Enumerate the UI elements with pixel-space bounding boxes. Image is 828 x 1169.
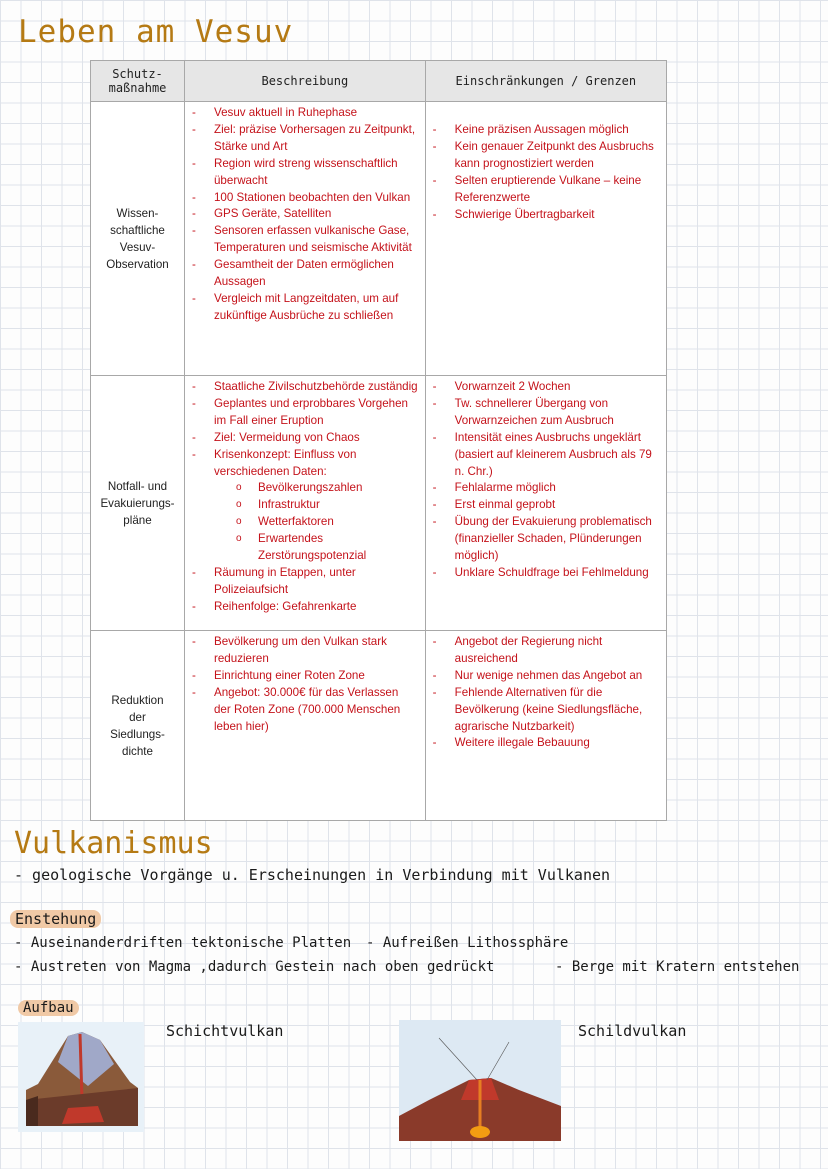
sub-list-item: o Wetterfaktoren	[258, 514, 418, 531]
stratovolcano-label: Schichtvulkan	[166, 1022, 284, 1040]
protection-table	[90, 60, 667, 821]
list-item-text: Krisenkonzept: Einfluss von verschiedenen Daten:	[213, 447, 357, 478]
measure-cell: Wissen-schaftliche Vesuv-Observation	[91, 102, 185, 376]
limits-cell	[425, 631, 666, 821]
list-item: - Angebot der Regierung nicht ausreichend	[455, 634, 659, 668]
description-cell	[184, 102, 425, 376]
header-measure: Schutz-maßnahme	[91, 61, 185, 102]
measure-cell: Notfall- und Evakuierungs-pläne	[91, 376, 185, 631]
list-item: - Keine präzisen Aussagen möglich	[455, 122, 659, 139]
formation-line: - Aufreißen Lithossphäre	[366, 935, 569, 951]
list-item: - Fehlende Alternativen für die Bevölkerung (keine Siedlungsfläche, agrarische Nutzbarkeit)	[455, 685, 659, 736]
table-row	[91, 376, 667, 631]
list-item: - Selten eruptierende Vulkane – keine Referenzwerte	[455, 173, 659, 207]
limits-cell	[425, 102, 666, 376]
list-item: - Gesamtheit der Daten ermöglichen Aussagen	[214, 257, 418, 291]
limits-cell	[425, 376, 666, 631]
list-item: - Einrichtung einer Roten Zone	[214, 668, 418, 685]
shield-volcano-illustration	[399, 1020, 561, 1141]
list-item: - Intensität eines Ausbruchs ungeklärt (basiert auf kleinerem Ausbruch als 79 n. Chr.)	[455, 430, 659, 481]
sub-list-item: o Erwartendes Zerstörungspotenzial	[258, 531, 418, 565]
list-item: - GPS Geräte, Satelliten	[214, 206, 418, 223]
list-item: - Kein genauer Zeitpunkt des Ausbruchs kann prognostiziert werden	[455, 139, 659, 173]
page-title: Leben am Vesuv	[18, 14, 294, 50]
list-item: - Bevölkerung um den Vulkan stark reduzieren	[214, 634, 418, 668]
measure-cell: Reduktion der Siedlungs-dichte	[91, 631, 185, 821]
list-item: - Sensoren erfassen vulkanische Gase, Temperaturen und seismische Aktivität	[214, 223, 418, 257]
list-item: - Vorwarnzeit 2 Wochen	[455, 379, 659, 396]
formation-line: - Auseinanderdriften tektonische Platten	[14, 935, 352, 951]
list-item	[214, 447, 418, 565]
list-item: - Weitere illegale Bebauung	[455, 735, 659, 752]
list-item: - Ziel: Vermeidung von Chaos	[214, 430, 418, 447]
list-item: - 100 Stationen beobachten den Vulkan	[214, 190, 418, 207]
list-item: - Fehlalarme möglich	[455, 480, 659, 497]
shield-volcano-diagram	[399, 1020, 561, 1141]
stratovolcano-diagram	[18, 1022, 144, 1132]
formation-line: - Berge mit Kratern entstehen	[555, 959, 800, 975]
list-item: - Nur wenige nehmen das Angebot an	[455, 668, 659, 685]
shield-volcano-label: Schildvulkan	[578, 1022, 687, 1040]
table-header-row	[91, 61, 667, 102]
list-item: - Vergleich mit Langzeitdaten, um auf zukünftige Ausbrüche zu schließen	[214, 291, 418, 325]
list-item: - Geplantes und erprobbares Vorgehen im Fall einer Eruption	[214, 396, 418, 430]
section-title-volcanism: Vulkanismus	[14, 826, 213, 861]
table-row	[91, 102, 667, 376]
list-item: - Ziel: präzise Vorhersagen zu Zeitpunkt, Stärke und Art	[214, 122, 418, 156]
description-cell	[184, 631, 425, 821]
sub-list-item: o Infrastruktur	[258, 497, 418, 514]
definition-text: - geologische Vorgänge u. Erscheinungen in Verbindung mit Vulkanen	[14, 866, 611, 884]
list-item: - Angebot: 30.000€ für das Verlassen der Roten Zone (700.000 Menschen leben hier)	[214, 685, 418, 736]
list-item: - Übung der Evakuierung problematisch (finanzieller Schaden, Plünderungen möglich)	[455, 514, 659, 565]
list-item: - Tw. schnellerer Übergang von Vorwarnzeichen zum Ausbruch	[455, 396, 659, 430]
table-row	[91, 631, 667, 821]
description-cell	[184, 376, 425, 631]
list-item: - Region wird streng wissenschaftlich überwacht	[214, 156, 418, 190]
list-item: - Staatliche Zivilschutzbehörde zuständig	[214, 379, 418, 396]
header-description: Beschreibung	[184, 61, 425, 102]
stratovolcano-illustration	[18, 1022, 144, 1132]
list-item: - Räumung in Etappen, unter Polizeiaufsicht	[214, 565, 418, 599]
list-item: - Unklare Schuldfrage bei Fehlmeldung	[455, 565, 659, 582]
formation-line: - Austreten von Magma ,dadurch Gestein nach oben gedrückt	[14, 959, 495, 975]
list-item: - Vesuv aktuell in Ruhephase	[214, 105, 418, 122]
sub-list-item: o Bevölkerungszahlen	[258, 480, 418, 497]
list-item: - Reihenfolge: Gefahrenkarte	[214, 599, 418, 616]
list-item: - Erst einmal geprobt	[455, 497, 659, 514]
list-item: - Schwierige Übertragbarkeit	[455, 207, 659, 224]
header-limits: Einschränkungen / Grenzen	[425, 61, 666, 102]
formation-label: Enstehung	[10, 910, 101, 928]
structure-label: Aufbau	[18, 1000, 79, 1016]
